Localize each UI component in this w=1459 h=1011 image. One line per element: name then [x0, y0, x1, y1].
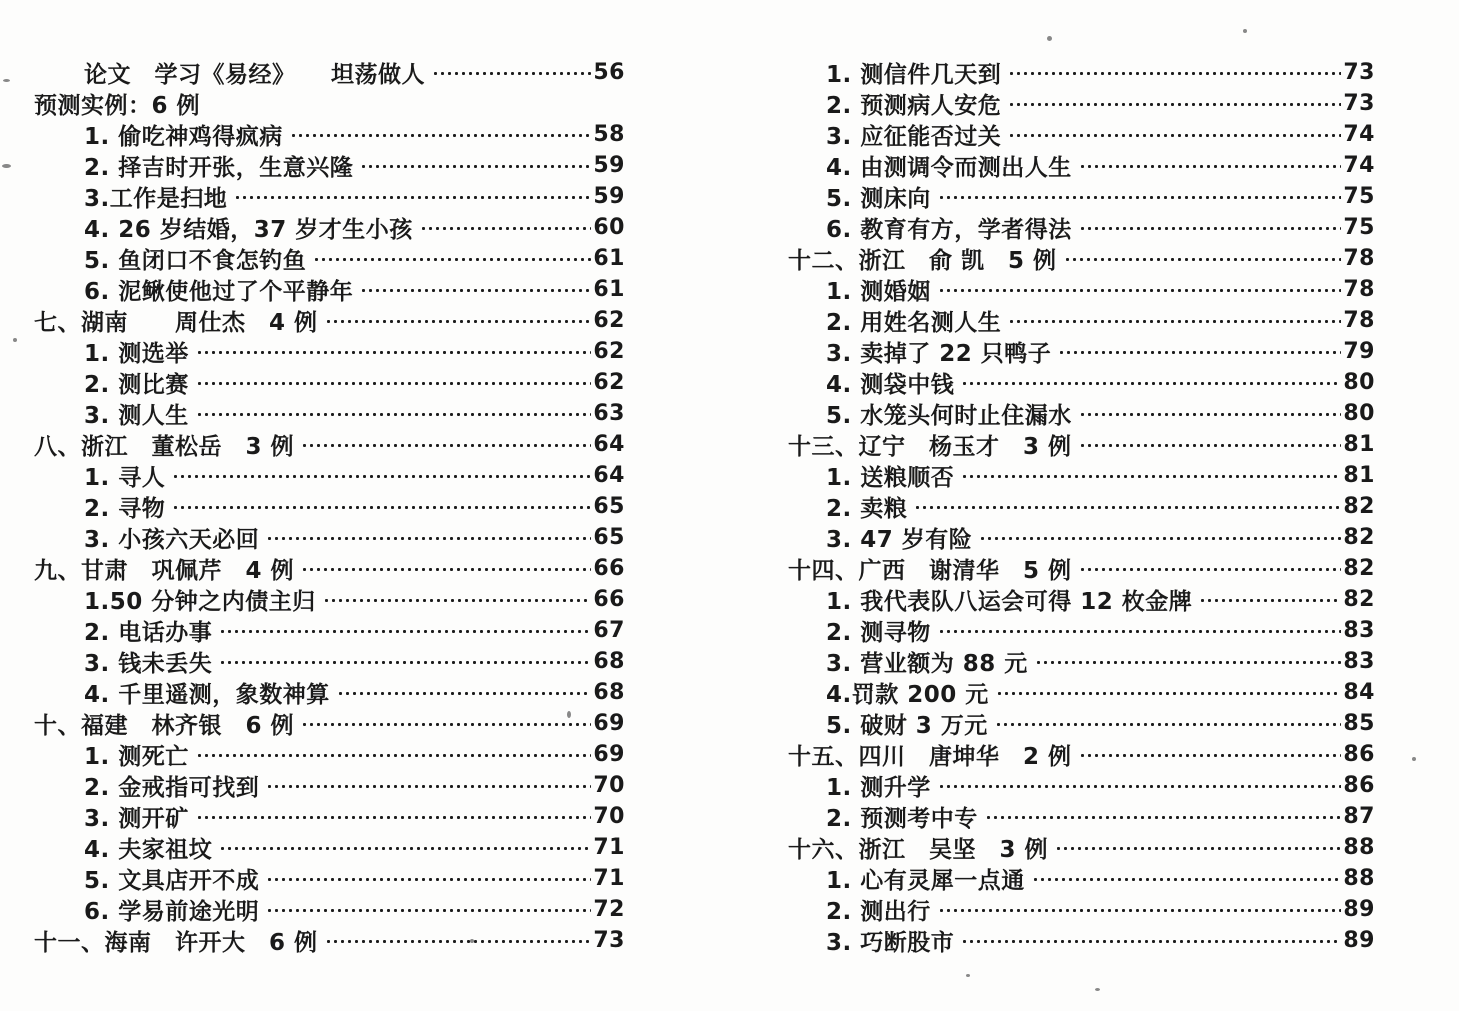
toc-entry-title: 1. 测婚姻: [826, 279, 931, 305]
toc-item-row: [34, 770, 625, 801]
leader-dots: [360, 274, 591, 305]
leader-dots: [979, 522, 1341, 553]
page-number: 78: [1343, 308, 1375, 333]
leader-dots: [1008, 88, 1341, 119]
page-number: 64: [593, 463, 625, 488]
toc-item-row: [788, 708, 1375, 739]
toc-entry-title: 预测实例：6 例: [34, 93, 201, 119]
toc-item-row: [788, 274, 1375, 305]
page-number: 59: [593, 184, 625, 209]
toc-entry-title: 1.50 分钟之内债主归: [84, 589, 316, 615]
toc-item-row: [788, 770, 1375, 801]
leader-dots: [1064, 243, 1342, 274]
page-number: 69: [593, 711, 625, 736]
toc-item-row: [34, 367, 625, 398]
leader-dots: [301, 708, 591, 739]
toc-item-row: [788, 801, 1375, 832]
leader-dots: [1079, 150, 1342, 181]
toc-entry-title: 2. 择吉时开张，生意兴隆: [84, 155, 354, 181]
toc-entry-title: 十六、浙江 吴坚 3 例: [788, 837, 1049, 863]
leader-dots: [938, 894, 1342, 925]
toc-entry-title: 十三、辽宁 杨玉才 3 例: [788, 434, 1072, 460]
leader-dots: [1008, 119, 1341, 150]
leader-dots: [985, 801, 1342, 832]
page-number: 68: [593, 680, 625, 705]
scan-speck: [966, 974, 970, 977]
toc-item-row: [788, 119, 1375, 150]
page-number: 83: [1343, 618, 1375, 643]
page-number: 73: [1343, 91, 1375, 116]
leader-dots: [1079, 212, 1342, 243]
leader-dots: [196, 739, 592, 770]
page-number: 73: [593, 928, 625, 953]
toc-item-row: [34, 398, 625, 429]
toc-section-row: [34, 925, 625, 956]
leader-dots: [914, 491, 1341, 522]
leader-dots: [996, 677, 1342, 708]
toc-entry-title: 2. 测出行: [826, 899, 931, 925]
toc-entry-title: 3. 巧断股市: [826, 930, 955, 956]
toc-entry-title: 4. 由测调令而测出人生: [826, 155, 1072, 181]
toc-item-row: [788, 522, 1375, 553]
toc-entry-title: 1. 测升学: [826, 775, 931, 801]
toc-entry-title: 5. 文具店开不成: [84, 868, 260, 894]
toc-entry-title: 3. 应征能否过关: [826, 124, 1002, 150]
toc-item-row: [34, 212, 625, 243]
leader-dots: [420, 212, 592, 243]
toc-entry-title: 1. 送粮顺否: [826, 465, 955, 491]
scan-speck: [1243, 29, 1247, 33]
leader-dots: [961, 367, 1341, 398]
toc-item-row: [788, 491, 1375, 522]
toc-item-row: [788, 367, 1375, 398]
leader-dots: [1058, 336, 1341, 367]
leader-dots: [995, 708, 1342, 739]
leader-dots: [1079, 553, 1342, 584]
toc-item-row: [34, 460, 625, 491]
toc-item-row: [34, 181, 625, 212]
toc-item-row: [34, 801, 625, 832]
leader-dots: [301, 553, 591, 584]
leader-dots: [266, 894, 591, 925]
leader-dots: [196, 367, 592, 398]
page-number: 62: [593, 339, 625, 364]
leader-dots: [1032, 863, 1342, 894]
toc-item-row: [788, 336, 1375, 367]
toc-item-row: [34, 274, 625, 305]
scan-speck: [1095, 988, 1100, 991]
toc-entry-title: 3. 营业额为 88 元: [826, 651, 1028, 677]
leader-dots: [301, 429, 591, 460]
toc-item-row: [34, 522, 625, 553]
toc-entry-title: 十一、海南 许开大 6 例: [34, 930, 318, 956]
leader-dots: [266, 770, 591, 801]
page-number: 71: [593, 866, 625, 891]
toc-entry-title: 2. 预测考中专: [826, 806, 978, 832]
toc-entry-title: 4.罚款 200 元: [826, 682, 989, 708]
scan-speck: [3, 79, 10, 82]
leader-dots: [1008, 305, 1341, 336]
toc-entry-title: 1. 心有灵犀一点通: [826, 868, 1025, 894]
leader-dots: [196, 398, 592, 429]
page-number: 78: [1343, 277, 1375, 302]
toc-entry-title: 2. 测寻物: [826, 620, 931, 646]
toc-item-row: [34, 677, 625, 708]
scan-speck: [470, 939, 474, 943]
toc-entry-title: 3. 测人生: [84, 403, 189, 429]
leader-dots: [266, 863, 591, 894]
page-number: 84: [1343, 680, 1375, 705]
page-number: 75: [1343, 184, 1375, 209]
toc-item-row: [788, 305, 1375, 336]
toc-entry-title: 3.工作是扫地: [84, 186, 228, 212]
toc-item-row: [34, 894, 625, 925]
toc-entry-title: 3. 钱未丢失: [84, 651, 213, 677]
toc-section-row: [788, 739, 1375, 770]
page-number: 75: [1343, 215, 1375, 240]
toc-entry-title: 4. 26 岁结婚，37 岁才生小孩: [84, 217, 413, 243]
leader-dots: [1079, 398, 1342, 429]
leader-dots: [1079, 429, 1342, 460]
page-number: 66: [593, 587, 625, 612]
page-number: 65: [593, 494, 625, 519]
page-number: 58: [593, 122, 625, 147]
toc-entry-title: 5. 测床向: [826, 186, 931, 212]
toc-entry-title: 2. 预测病人安危: [826, 93, 1002, 119]
toc-item-row: [788, 863, 1375, 894]
page-number: 66: [593, 556, 625, 581]
leader-dots: [196, 336, 592, 367]
page-number: 89: [1343, 897, 1375, 922]
toc-entry-title: 6. 学易前途光明: [84, 899, 260, 925]
page-number: 62: [593, 308, 625, 333]
toc-entry-title: 1. 测死亡: [84, 744, 189, 770]
toc-entry-title: 2. 金戒指可找到: [84, 775, 260, 801]
leader-dots: [938, 181, 1342, 212]
leader-dots: [1035, 646, 1342, 677]
toc-section-row: [34, 553, 625, 584]
toc-entry-title: 6. 泥鳅使他过了个平静年: [84, 279, 354, 305]
toc-item-row: [788, 150, 1375, 181]
page-number: 61: [593, 246, 625, 271]
page-number: 65: [593, 525, 625, 550]
page-number: 69: [593, 742, 625, 767]
toc-entry-title: 1. 寻人: [84, 465, 166, 491]
toc-item-row: [788, 460, 1375, 491]
page-number: 67: [593, 618, 625, 643]
leader-dots: [360, 150, 591, 181]
toc-item-row: [788, 894, 1375, 925]
toc-entry-title: 十、福建 林齐银 6 例: [34, 713, 295, 739]
scan-speck: [13, 338, 17, 342]
page-number: 89: [1343, 928, 1375, 953]
toc-entry-title: 1. 我代表队八运会可得 12 枚金牌: [826, 589, 1193, 615]
toc-item-row: [788, 584, 1375, 615]
leader-dots: [325, 305, 592, 336]
page-number: 59: [593, 153, 625, 178]
page-number: 56: [593, 60, 625, 85]
toc-item-row: [34, 739, 625, 770]
page-number: 74: [1343, 122, 1375, 147]
leader-dots: [938, 274, 1342, 305]
toc-entry-title: 十四、广西 谢清华 5 例: [788, 558, 1072, 584]
leader-dots: [1079, 739, 1342, 770]
page-number: 88: [1343, 866, 1375, 891]
toc-entry-title: 6. 教育有方，学者得法: [826, 217, 1072, 243]
leader-dots: [172, 460, 591, 491]
toc-entry-title: 2. 电话办事: [84, 620, 213, 646]
page-number: 68: [593, 649, 625, 674]
toc-entry-title: 十二、浙江 俞 凯 5 例: [788, 248, 1057, 274]
toc-item-row: [34, 615, 625, 646]
page-number: 70: [593, 773, 625, 798]
leader-dots: [266, 522, 591, 553]
leader-dots: [961, 460, 1341, 491]
toc-entry-title: 论文 学习《易经》 坦荡做人: [84, 62, 425, 88]
page-number: 83: [1343, 649, 1375, 674]
toc-entry-title: 4. 测袋中钱: [826, 372, 955, 398]
toc-entry-title: 5. 破财 3 万元: [826, 713, 988, 739]
leader-dots: [196, 801, 592, 832]
toc-entry-title: 3. 小孩六天必回: [84, 527, 260, 553]
toc-section-row: [34, 708, 625, 739]
scan-speck: [1047, 36, 1052, 41]
toc-item-row: [788, 181, 1375, 212]
scan-speck: [2, 164, 11, 168]
toc-column-right: [788, 57, 1375, 956]
page-number: 81: [1343, 463, 1375, 488]
page-number: 79: [1343, 339, 1375, 364]
leader-dots: [172, 491, 591, 522]
leader-dots: [961, 925, 1341, 956]
scan-speck: [567, 711, 571, 718]
toc-item-row: [788, 398, 1375, 429]
toc-item-row: [788, 57, 1375, 88]
toc-entry-title: 3. 卖掉了 22 只鸭子: [826, 341, 1052, 367]
page-number: 78: [1343, 246, 1375, 271]
toc-entry-title: 2. 卖粮: [826, 496, 908, 522]
toc-entry-title: 1. 偷吃神鸡得疯病: [84, 124, 283, 150]
toc-entry-title: 1. 测选举: [84, 341, 189, 367]
page-number: 86: [1343, 742, 1375, 767]
page-number: 88: [1343, 835, 1375, 860]
page-number: 87: [1343, 804, 1375, 829]
toc-entry-title: 5. 鱼闭口不食怎钓鱼: [84, 248, 307, 274]
toc-item-row: [34, 336, 625, 367]
leader-dots: [219, 615, 591, 646]
toc-column-left: [34, 57, 625, 956]
toc-section-row: [788, 243, 1375, 274]
toc-item-row: [788, 925, 1375, 956]
page-number: 80: [1343, 401, 1375, 426]
page-number: 62: [593, 370, 625, 395]
leader-dots: [290, 119, 592, 150]
page-number: 82: [1343, 587, 1375, 612]
page-number: 61: [593, 277, 625, 302]
toc-entry-title: 4. 夫家祖坟: [84, 837, 213, 863]
toc-section-row: [34, 88, 625, 119]
toc-entry-title: 十五、四川 唐坤华 2 例: [788, 744, 1072, 770]
toc-section-row: [788, 429, 1375, 460]
toc-item-row: [34, 863, 625, 894]
toc-item-row: [34, 646, 625, 677]
toc-item-row: [34, 243, 625, 274]
page-number: 72: [593, 897, 625, 922]
leader-dots: [323, 584, 592, 615]
toc-item-row: [788, 212, 1375, 243]
page-number: 73: [1343, 60, 1375, 85]
toc-entry-title: 3. 测开矿: [84, 806, 189, 832]
toc-item-row: [34, 832, 625, 863]
toc-entry-title: 八、浙江 董松岳 3 例: [34, 434, 295, 460]
toc-entry-title: 3. 47 岁有险: [826, 527, 973, 553]
toc-entry-title: 九、甘肃 巩佩芹 4 例: [34, 558, 295, 584]
scan-speck: [1412, 757, 1416, 761]
toc-section-row: [34, 305, 625, 336]
page-number: 82: [1343, 494, 1375, 519]
toc-entry-title: 4. 千里遥测，象数神算: [84, 682, 330, 708]
leader-dots: [938, 770, 1342, 801]
leader-dots: [313, 243, 591, 274]
toc-entry-title: 七、湖南 周仕杰 4 例: [34, 310, 318, 336]
page-number: 74: [1343, 153, 1375, 178]
toc-item-row: [34, 584, 625, 615]
leader-dots: [1008, 57, 1341, 88]
toc-section-row: [34, 429, 625, 460]
page-number: 82: [1343, 525, 1375, 550]
page-number: 85: [1343, 711, 1375, 736]
toc-entry-title: 5. 水笼头何时止住漏水: [826, 403, 1072, 429]
page-number: 70: [593, 804, 625, 829]
toc-item-row: [788, 615, 1375, 646]
leader-dots: [938, 615, 1342, 646]
toc-item-row: [788, 677, 1375, 708]
leader-dots: [234, 181, 591, 212]
toc-section-row: [788, 832, 1375, 863]
toc-item-row: [34, 491, 625, 522]
leader-dots: [219, 646, 591, 677]
leader-dots: [219, 832, 591, 863]
toc-entry-title: 1. 测信件几天到: [826, 62, 1002, 88]
page-number: 60: [593, 215, 625, 240]
toc-item-row: [34, 119, 625, 150]
toc-entry-title: 2. 用姓名测人生: [826, 310, 1002, 336]
leader-dots: [337, 677, 592, 708]
leader-dots: [325, 925, 592, 956]
page-number: 81: [1343, 432, 1375, 457]
leader-dots: [1055, 832, 1341, 863]
leader-dots: [432, 57, 591, 88]
page-number: 71: [593, 835, 625, 860]
toc-item-row: [788, 646, 1375, 677]
toc-entry-title: 2. 寻物: [84, 496, 166, 522]
toc-item-row: [34, 57, 625, 88]
page-number: 86: [1343, 773, 1375, 798]
toc-section-row: [788, 553, 1375, 584]
leader-dots: [1199, 584, 1341, 615]
toc-item-row: [788, 88, 1375, 119]
toc-item-row: [34, 150, 625, 181]
page-number: 63: [593, 401, 625, 426]
page-number: 82: [1343, 556, 1375, 581]
toc-entry-title: 2. 测比赛: [84, 372, 189, 398]
page-number: 80: [1343, 370, 1375, 395]
page-number: 64: [593, 432, 625, 457]
